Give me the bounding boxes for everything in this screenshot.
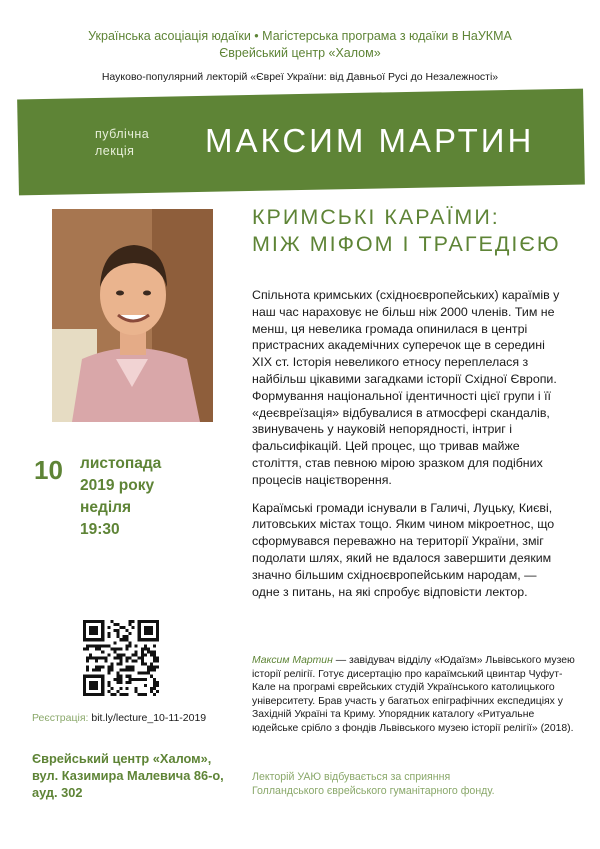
event-kind	[95, 126, 149, 160]
qr-code-icon[interactable]	[83, 620, 159, 696]
date-time: 19:30	[80, 521, 120, 538]
orgs-line-1: Українська асоціація юдаїки • Магістерська програма з юдаїки в НаУКМА	[88, 29, 512, 43]
venue-line-2: вул. Казимира Малевича 86-о,	[32, 768, 224, 783]
lecture-series-title: Науково-популярний лекторій «Євреї України: від Давньої Русі до Незалежності»	[101, 71, 499, 83]
lecture-title-line-1: КРИМСЬКІ КАРАЇМИ:	[252, 205, 500, 229]
registration	[32, 712, 206, 724]
bio-text: — завідувач відділу «Юдаїзм» Львівського музею історії релігії. Готує дисертацію про караїмський цвинтар Чуфут-Кале на програмі єврейських студій Українського католицького університету. Брав участь у багатьох епіграфічних експедиціях у Західній Україні та Криму. Упорядник каталогу «Ритуальне юдейське срібло з фондів Львівського музею історії релігії» (2018).	[252, 655, 575, 734]
sponsor-line-1: Лекторій УАЮ відбувається за сприяння	[252, 771, 451, 783]
lecture-title	[252, 204, 582, 258]
venue-line-1: Єврейський центр «Халом»,	[32, 751, 212, 766]
speaker-name: МАКСИМ МАРТИН	[205, 122, 535, 159]
event-kind-line-1: публічна	[95, 127, 150, 141]
bio-speaker-name: Максим Мартин	[252, 655, 333, 666]
date-weekday: неділя	[80, 499, 132, 516]
speaker-photo	[52, 209, 213, 422]
lecture-title-line-2: МІЖ МІФОМ І ТРАГЕДІЄЮ	[252, 232, 561, 256]
venue-address	[32, 750, 232, 801]
description-paragraph-2: Караїмські громади існували в Галичі, Луцьку, Києві, литовських містах тощо. Яким чином мікроетнос, що сформувався переважно на території України, зміг подолати шлях, який не вдалося завершити деяким значно більшим східноєвропейським народам, — одне з питань, на які спробує відповісти лектор.	[252, 500, 555, 599]
date-day: 10	[34, 455, 63, 485]
header-organizations	[0, 28, 600, 62]
description-paragraph-1: Спільнота кримських (східноєвропейських) караїмів у наш час нараховує не більш ніж 2000 членів. Тим не менш, ця невелика громада опинилася в центрі пристрасних академічних суперечок ще в середині XIX ст. Історія невеликого етносу переплелася з найбільш цікавими загадками історії Східної Європи. Формування національної ідентичності цієї групи і її «деєвреїзація» відбувалися в атмосфері скандалів, звинувачень у науковій непорядності, інтриг і фальсифікацій. Цей процес, що тривав майже століття, став певною мірою зразком для подібних процесів націєтворення.	[252, 288, 560, 487]
registration-link[interactable]: bit.ly/lecture_10-11-2019	[91, 712, 207, 724]
event-kind-line-2: лекція	[95, 144, 135, 158]
orgs-line-2: Єврейський центр «Халом»	[219, 46, 381, 60]
registration-label: Реєстрація:	[32, 712, 89, 724]
date-year: 2019 року	[80, 477, 155, 494]
venue-line-3: ауд. 302	[32, 785, 83, 800]
date-month: листопада	[80, 455, 162, 472]
sponsor-note	[252, 770, 582, 798]
speaker-bio	[252, 654, 582, 736]
lecture-description	[252, 287, 564, 611]
speaker-portrait-icon	[52, 209, 213, 422]
sponsor-line-2: Голландського єврейського гуманітарного фонду.	[252, 785, 495, 797]
